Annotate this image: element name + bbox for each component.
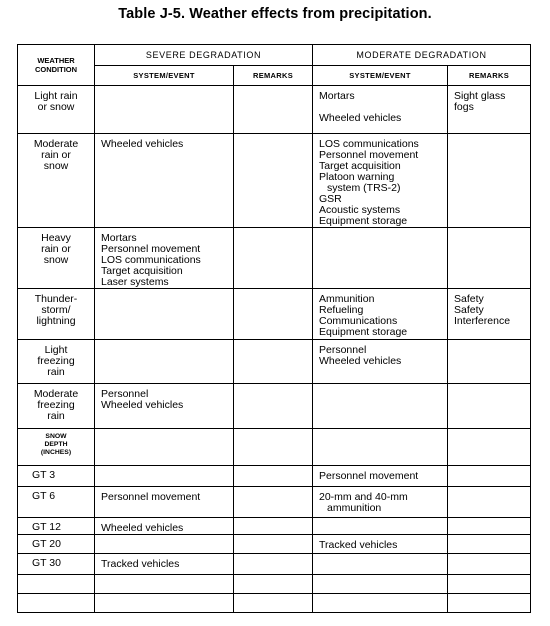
moderate-remarks-cell xyxy=(448,134,531,228)
depth-row xyxy=(18,554,531,575)
depth-row xyxy=(18,466,531,487)
condition-line: freezing xyxy=(37,355,75,367)
condition-line: Thunder- xyxy=(34,293,78,305)
cell-line: fogs xyxy=(454,101,474,113)
empty-cell xyxy=(18,594,95,613)
cell-line: Refueling xyxy=(319,304,364,316)
subheader-row xyxy=(18,66,531,86)
condition-line: storm/ xyxy=(41,304,71,316)
moderate-system-cell xyxy=(313,384,448,429)
severe-system-cell xyxy=(95,466,234,487)
depth-row xyxy=(18,487,531,518)
empty-cell xyxy=(313,594,448,613)
condition-line: Heavy xyxy=(41,232,71,244)
empty-cell xyxy=(95,429,234,466)
cell-line: Mortars xyxy=(319,90,355,102)
severe-remarks-cell xyxy=(234,134,313,228)
moderate-remarks-header: REMARKS xyxy=(448,66,531,86)
cell-line: Personnel movement xyxy=(101,243,201,255)
cell-line: Personnel xyxy=(319,344,367,356)
snow-depth-cell: GT 3 xyxy=(18,466,95,487)
empty-cell xyxy=(448,594,531,613)
empty-cell xyxy=(234,429,313,466)
empty-cell xyxy=(95,575,234,594)
severe-remarks-cell xyxy=(234,289,313,340)
cell-line: Acoustic systems xyxy=(319,204,401,216)
snow-depth-cell: GT 12 xyxy=(18,518,95,535)
moderate-remarks-cell xyxy=(448,228,531,289)
moderate-system-cell xyxy=(313,340,448,384)
moderate-system-cell xyxy=(313,535,448,554)
condition-line: Light xyxy=(44,344,68,356)
severe-system-cell xyxy=(95,554,234,575)
moderate-remarks-cell xyxy=(448,535,531,554)
empty-row xyxy=(18,575,531,594)
severe-system-cell xyxy=(95,487,234,518)
condition-line: snow xyxy=(43,160,69,172)
cell-line: Personnel xyxy=(101,388,149,400)
snow-depth-label xyxy=(18,429,95,466)
cell-line: Mortars xyxy=(101,232,137,244)
cell-line: 20-mm and 40-mm xyxy=(319,491,408,503)
moderate-remarks-cell xyxy=(448,554,531,575)
moderate-remarks-cell xyxy=(448,384,531,429)
moderate-system-cell xyxy=(313,518,448,535)
condition-line: freezing xyxy=(37,399,75,411)
cell-line: Wheeled vehicles xyxy=(319,112,402,124)
cell-line: Ammunition xyxy=(319,293,375,305)
weather-condition-cell xyxy=(18,340,95,384)
header-moderate-degradation: MODERATE DEGRADATION xyxy=(313,45,531,66)
empty-cell xyxy=(95,594,234,613)
moderate-system-cell xyxy=(313,134,448,228)
cell-line: Tracked vehicles xyxy=(101,558,180,570)
snow-depth-cell: GT 6 xyxy=(18,487,95,518)
severe-remarks-cell xyxy=(234,340,313,384)
severe-system-cell xyxy=(95,535,234,554)
cell-line: Wheeled vehicles xyxy=(101,399,184,411)
snow-depth-header-row xyxy=(18,429,531,466)
cell-line: LOS communications xyxy=(319,138,419,150)
severe-remarks-cell xyxy=(234,86,313,134)
moderate-remarks-cell xyxy=(448,86,531,134)
snow-depth-line: DEPTH xyxy=(44,441,68,448)
header-row xyxy=(18,45,531,66)
moderate-system-cell xyxy=(313,228,448,289)
empty-cell xyxy=(234,575,313,594)
header-line: WEATHER xyxy=(37,56,75,65)
table-row xyxy=(18,289,531,340)
cell-line: Platoon warning xyxy=(319,171,395,183)
cell-line: Personnel movement xyxy=(319,149,419,161)
condition-line: lightning xyxy=(36,315,76,327)
condition-line: rain xyxy=(47,410,65,422)
cell-line: system (TRS-2) xyxy=(327,182,401,194)
cell-line: Safety xyxy=(454,293,484,305)
depth-row xyxy=(18,535,531,554)
table-row xyxy=(18,340,531,384)
severe-system-cell xyxy=(95,518,234,535)
condition-line: snow xyxy=(43,254,69,266)
snow-depth-line: (INCHES) xyxy=(40,449,72,456)
severe-system-event-header: SYSTEM/EVENT xyxy=(95,66,234,86)
table-title: Table J-5. Weather effects from precipitation. xyxy=(118,6,432,22)
empty-row xyxy=(18,594,531,613)
cell-line: Wheeled vehicles xyxy=(101,138,184,150)
header-line: CONDITION xyxy=(34,65,78,74)
weather-condition-cell xyxy=(18,134,95,228)
table-row xyxy=(18,228,531,289)
table-row xyxy=(18,384,531,429)
severe-system-cell xyxy=(95,340,234,384)
moderate-system-cell xyxy=(313,466,448,487)
cell-line: Equipment storage xyxy=(319,326,408,338)
cell-line: Target acquisition xyxy=(319,160,401,172)
table-row xyxy=(18,134,531,228)
empty-cell xyxy=(234,594,313,613)
severe-remarks-cell xyxy=(234,228,313,289)
empty-cell xyxy=(448,575,531,594)
cell-line: Wheeled vehicles xyxy=(319,355,402,367)
snow-depth-line: SNOW xyxy=(45,433,67,440)
moderate-remarks-cell xyxy=(448,340,531,384)
weather-condition-cell xyxy=(18,228,95,289)
cell-line: LOS communications xyxy=(101,254,201,266)
condition-line: or snow xyxy=(37,101,75,113)
weather-effects-table xyxy=(17,44,531,613)
severe-remarks-cell xyxy=(234,518,313,535)
cell-line: Wheeled vehicles xyxy=(101,522,184,534)
cell-line: Equipment storage xyxy=(319,215,408,227)
condition-line: rain or xyxy=(41,149,71,161)
cell-line: Target acquisition xyxy=(101,265,183,277)
condition-line: rain or xyxy=(41,243,71,255)
severe-remarks-cell xyxy=(234,384,313,429)
cell-line: Personnel movement xyxy=(319,470,419,482)
weather-condition-cell xyxy=(18,86,95,134)
cell-line: Personnel movement xyxy=(101,491,201,503)
table-row xyxy=(18,86,531,134)
moderate-remarks-cell xyxy=(448,518,531,535)
condition-line: Moderate xyxy=(33,388,79,400)
severe-remarks-cell xyxy=(234,466,313,487)
cell-line: Interference xyxy=(454,315,511,327)
header-severe-degradation: SEVERE DEGRADATION xyxy=(95,45,313,66)
condition-line: Light rain xyxy=(34,90,78,102)
empty-cell xyxy=(18,575,95,594)
severe-system-cell xyxy=(95,228,234,289)
cell-line: Laser systems xyxy=(101,276,169,288)
severe-system-cell xyxy=(95,134,234,228)
depth-row xyxy=(18,518,531,535)
cell-line: Tracked vehicles xyxy=(319,539,398,551)
severe-system-cell xyxy=(95,86,234,134)
header-weather-condition xyxy=(18,45,95,86)
moderate-system-cell xyxy=(313,289,448,340)
empty-cell xyxy=(313,429,448,466)
moderate-remarks-cell xyxy=(448,487,531,518)
moderate-system-event-header: SYSTEM/EVENT xyxy=(313,66,448,86)
severe-remarks-cell xyxy=(234,487,313,518)
weather-condition-cell xyxy=(18,289,95,340)
severe-remarks-cell xyxy=(234,554,313,575)
moderate-remarks-cell xyxy=(448,466,531,487)
moderate-remarks-cell xyxy=(448,289,531,340)
cell-line: Safety xyxy=(454,304,484,316)
empty-cell xyxy=(448,429,531,466)
weather-condition-cell xyxy=(18,384,95,429)
severe-remarks-cell xyxy=(234,535,313,554)
snow-depth-cell: GT 20 xyxy=(18,535,95,554)
moderate-system-cell xyxy=(313,554,448,575)
cell-line: Communications xyxy=(319,315,398,327)
snow-depth-cell: GT 30 xyxy=(18,554,95,575)
empty-cell xyxy=(313,575,448,594)
severe-system-cell xyxy=(95,289,234,340)
severe-system-cell xyxy=(95,384,234,429)
cell-line: ammunition xyxy=(327,502,382,514)
condition-line: Moderate xyxy=(33,138,79,150)
severe-remarks-header: REMARKS xyxy=(234,66,313,86)
cell-line: GSR xyxy=(319,193,342,205)
moderate-system-cell xyxy=(313,86,448,134)
condition-line: rain xyxy=(47,366,65,378)
moderate-system-cell xyxy=(313,487,448,518)
cell-line: Sight glass xyxy=(454,90,506,102)
